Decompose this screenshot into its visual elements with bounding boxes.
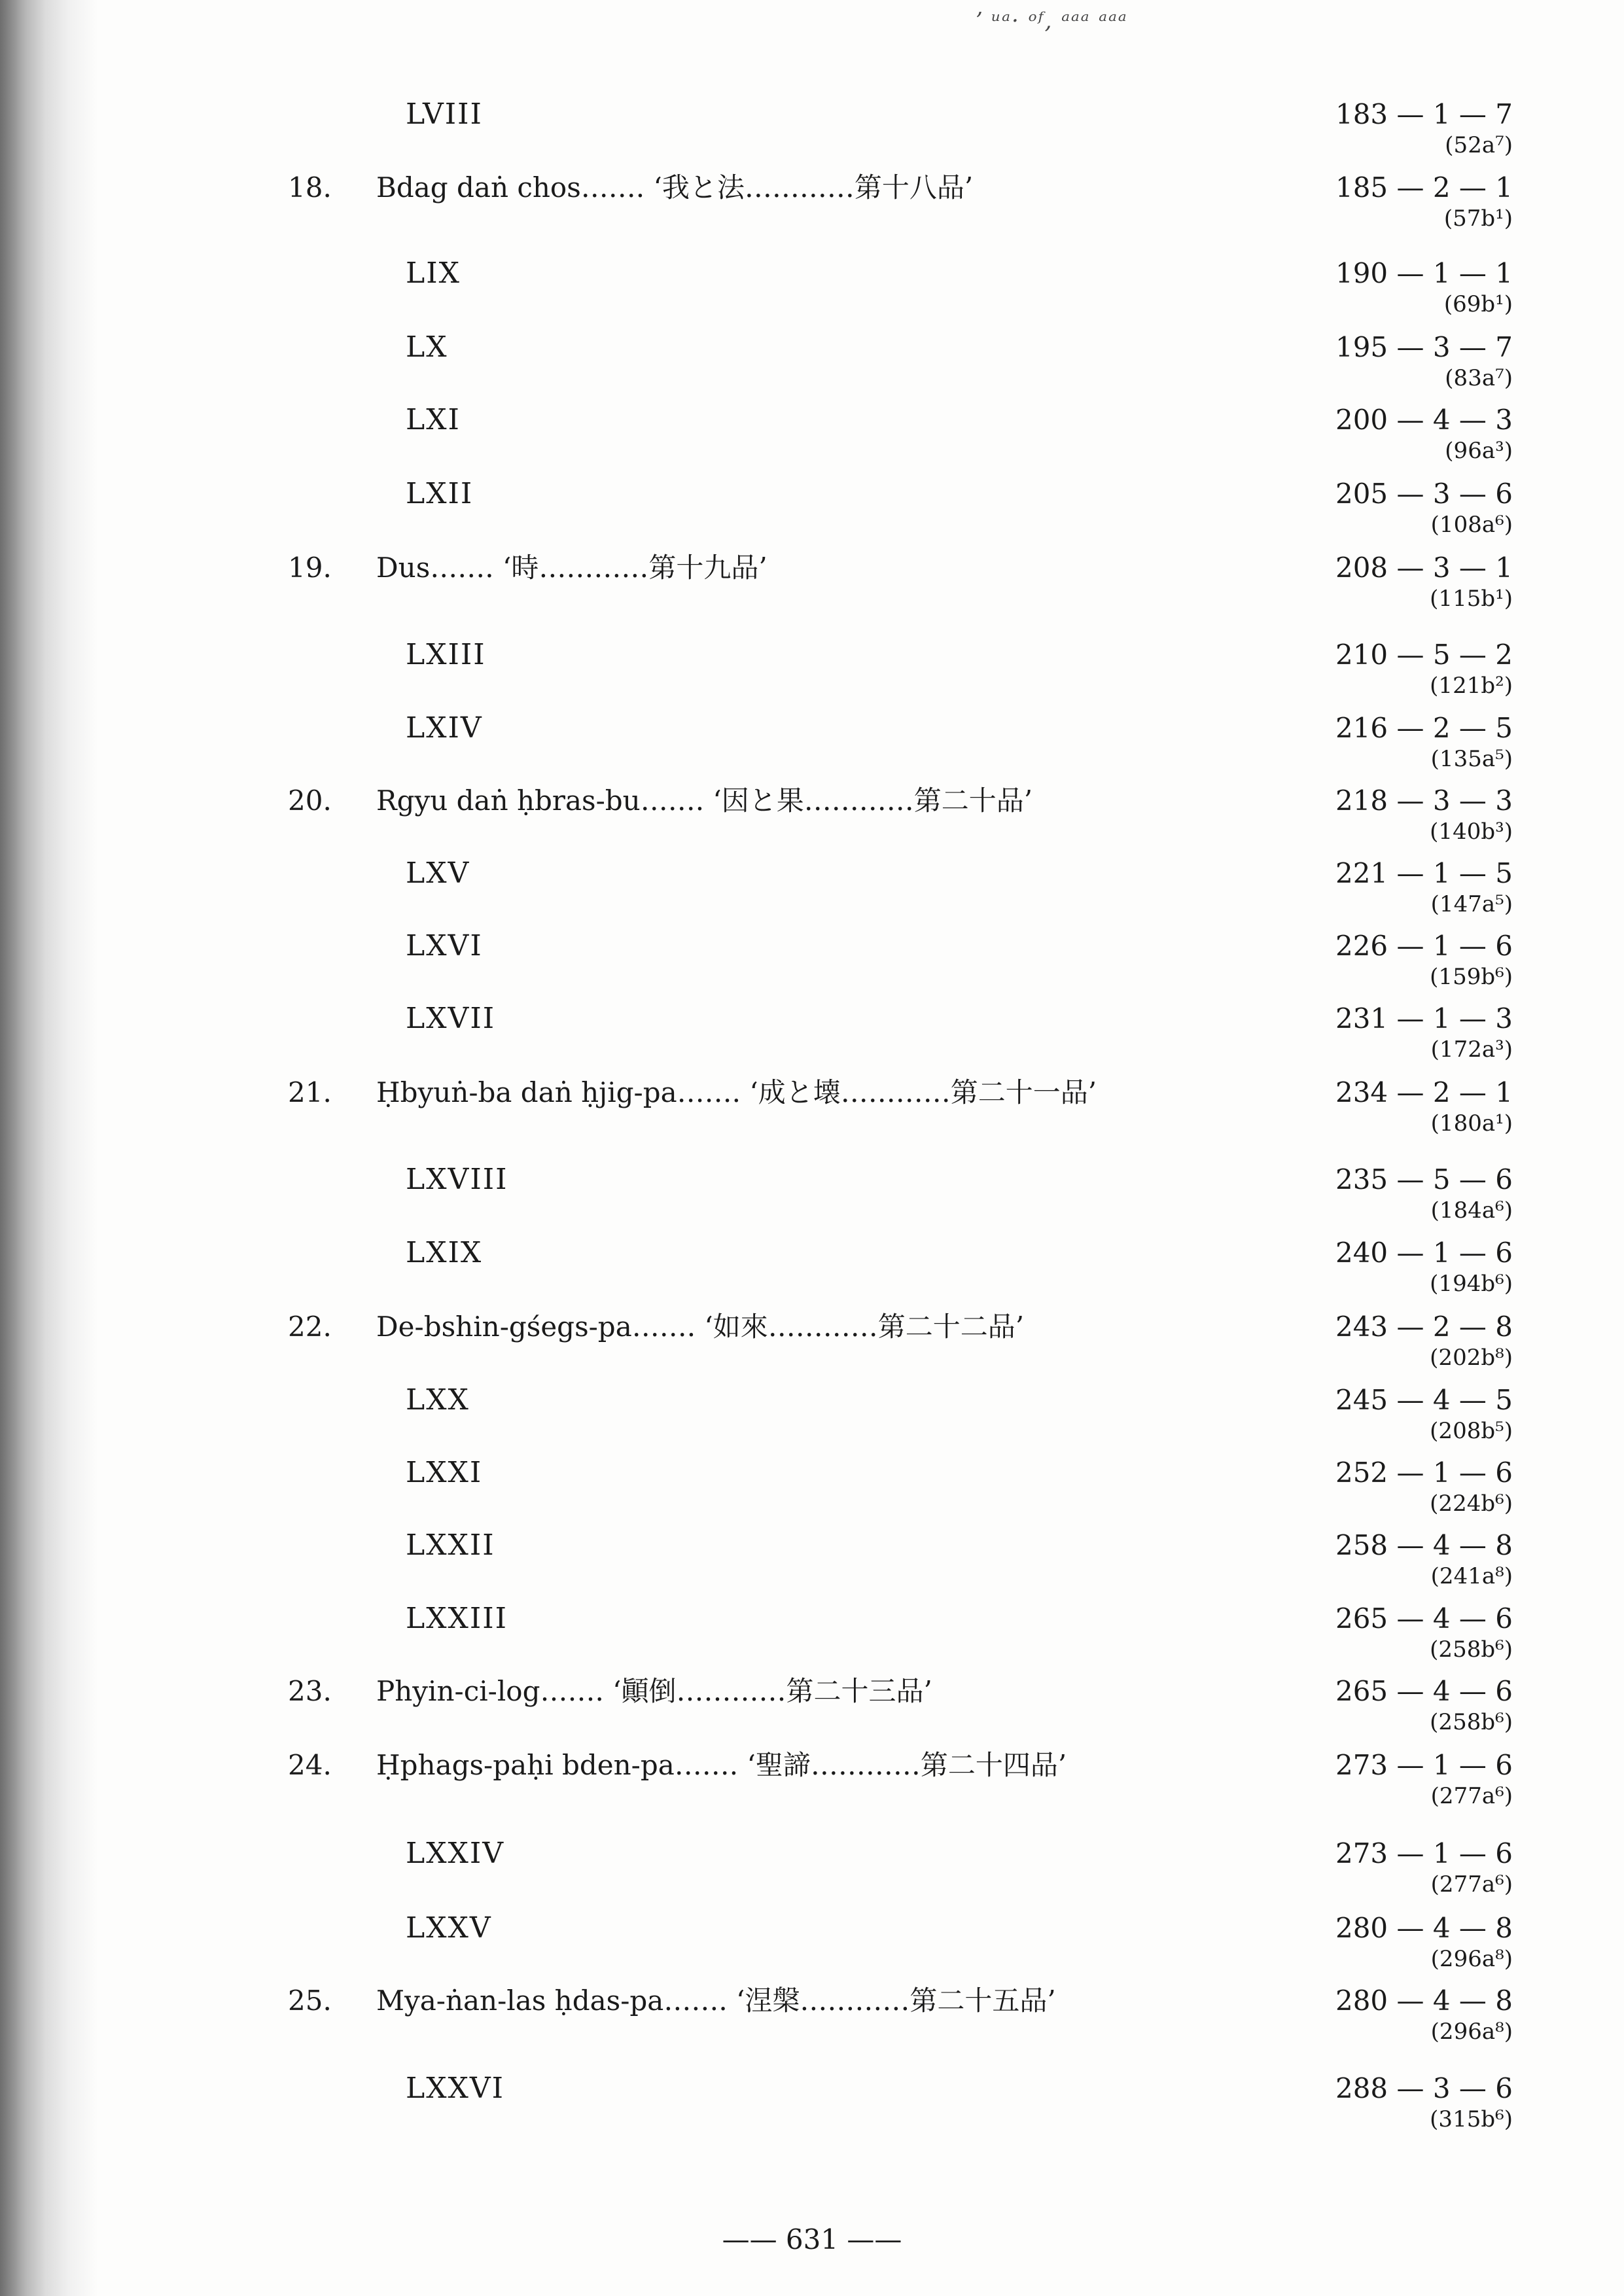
folio-reference: (184a⁶) (1430, 1197, 1513, 1224)
section-label: LXX (406, 1383, 470, 1417)
chapter-title: Phyin-ci-log……. ‘顚倒…………第二十三品’ (376, 1675, 932, 1707)
section-label: LX (406, 330, 448, 364)
folio-reference: (96a³) (1445, 438, 1513, 464)
folio-reference: (208b⁵) (1430, 1418, 1513, 1444)
section-label: LXXII (406, 1528, 495, 1562)
chapter-number: 19. (288, 552, 332, 584)
folio-reference: (194b⁶) (1430, 1271, 1513, 1297)
folio-reference: (277a⁶) (1430, 1783, 1513, 1809)
chapter-row (0, 785, 1624, 857)
section-row (0, 1912, 1624, 1984)
section-row (0, 930, 1624, 1002)
chapter-title: Rgyu daṅ ḥbras-bu……. ‘因と果…………第二十品’ (376, 785, 1033, 817)
folio-reference: (258b⁶) (1430, 1709, 1513, 1735)
folio-reference: (296a⁸) (1430, 2019, 1513, 2045)
location-reference: 216 — 2 — 5 (1335, 712, 1513, 744)
location-reference: 210 — 5 — 2 (1335, 639, 1513, 671)
section-label: LXVI (406, 929, 483, 963)
folio-reference: (202b⁸) (1430, 1345, 1513, 1371)
section-label: LXXIII (406, 1602, 508, 1635)
location-reference: 205 — 3 — 6 (1335, 478, 1513, 510)
chapter-number: 20. (288, 785, 332, 817)
section-label: LIX (406, 256, 461, 290)
location-reference: 231 — 1 — 3 (1335, 1002, 1513, 1034)
chapter-title: Bdag daṅ chos……. ‘我と法…………第十八品’ (376, 171, 974, 203)
section-label: LXIX (406, 1236, 483, 1269)
section-label: LXIII (406, 638, 486, 671)
location-reference: 218 — 3 — 3 (1335, 785, 1513, 817)
folio-reference: (147a⁵) (1430, 891, 1513, 917)
location-reference: 190 — 1 — 1 (1335, 257, 1513, 289)
folio-reference: (69b¹) (1443, 291, 1513, 317)
section-label: LXIV (406, 711, 483, 745)
folio-reference: (108a⁶) (1430, 512, 1513, 538)
location-reference: 273 — 1 — 6 (1335, 1837, 1513, 1869)
section-label: LXXV (406, 1911, 492, 1945)
chapter-row (0, 171, 1624, 243)
chapter-number: 25. (288, 1985, 332, 2017)
location-reference: 185 — 2 — 1 (1335, 171, 1513, 203)
section-row (0, 1837, 1624, 1909)
section-row (0, 1002, 1624, 1074)
folio-reference: (159b⁶) (1430, 964, 1513, 990)
chapter-number: 23. (288, 1675, 332, 1707)
section-row (0, 1457, 1624, 1528)
section-row (0, 1602, 1624, 1674)
section-row (0, 98, 1624, 170)
folio-reference: (115b¹) (1430, 586, 1513, 612)
location-reference: 195 — 3 — 7 (1335, 331, 1513, 363)
chapter-row (0, 1076, 1624, 1148)
chapter-title: Mya-ṅan-las ḥdas-pa……. ‘涅槃…………第二十五品’ (376, 1985, 1056, 2017)
chapter-title: De-bshin-gśegs-pa……. ‘如來…………第二十二品’ (376, 1311, 1025, 1343)
chapter-number: 22. (288, 1311, 332, 1343)
chapter-row (0, 1985, 1624, 2057)
section-row (0, 1237, 1624, 1309)
section-label: LXI (406, 403, 461, 436)
folio-reference: (180a¹) (1430, 1110, 1513, 1137)
section-label: LXXI (406, 1456, 483, 1489)
location-reference: 280 — 4 — 8 (1335, 1985, 1513, 2017)
section-label: LXVIII (406, 1163, 508, 1196)
chapter-number: 18. (288, 171, 332, 203)
section-row (0, 857, 1624, 929)
section-row (0, 1163, 1624, 1235)
location-reference: 243 — 2 — 8 (1335, 1311, 1513, 1343)
location-reference: 234 — 2 — 1 (1335, 1076, 1513, 1108)
chapter-title: Ḥbyuṅ-ba daṅ ḥjig-pa……. ‘成と壊…………第二十一品’ (376, 1076, 1097, 1108)
location-reference: 265 — 4 — 6 (1335, 1675, 1513, 1707)
chapter-row (0, 1675, 1624, 1747)
section-label: LXII (406, 477, 474, 510)
section-row (0, 331, 1624, 403)
section-label: LXVII (406, 1002, 496, 1035)
folio-reference: (57b¹) (1443, 205, 1513, 232)
folio-reference: (172a³) (1430, 1036, 1513, 1063)
section-label: LVIII (406, 97, 483, 131)
section-row (0, 404, 1624, 476)
section-row (0, 478, 1624, 550)
folio-reference: (241a⁸) (1430, 1563, 1513, 1589)
folio-reference: (121b²) (1430, 673, 1513, 699)
chapter-row (0, 1311, 1624, 1383)
chapter-title: Dus……. ‘時…………第十九品’ (376, 552, 768, 584)
chapter-number: 21. (288, 1076, 332, 1108)
folio-reference: (135a⁵) (1430, 746, 1513, 772)
folio-reference: (315b⁶) (1430, 2106, 1513, 2132)
folio-reference: (83a⁷) (1445, 365, 1513, 391)
location-reference: 280 — 4 — 8 (1335, 1912, 1513, 1944)
location-reference: 273 — 1 — 6 (1335, 1749, 1513, 1781)
chapter-row (0, 1749, 1624, 1821)
location-reference: 245 — 4 — 5 (1335, 1384, 1513, 1416)
folio-reference: (258b⁶) (1430, 1636, 1513, 1663)
section-row (0, 639, 1624, 711)
location-reference: 288 — 3 — 6 (1335, 2072, 1513, 2104)
section-row (0, 1384, 1624, 1456)
section-label: LXV (406, 857, 470, 890)
folio-reference: (296a⁸) (1430, 1946, 1513, 1972)
section-row (0, 2072, 1624, 2144)
folio-reference: (277a⁶) (1430, 1871, 1513, 1898)
location-reference: 226 — 1 — 6 (1335, 930, 1513, 962)
running-header-fragment: ʼ ᵘᵃ· ᵒᶠ, ᵃᵃᵃ ᵃᵃᵃ (975, 8, 1128, 34)
folio-reference: (52a⁷) (1445, 132, 1513, 158)
location-reference: 208 — 3 — 1 (1335, 552, 1513, 584)
section-label: LXXVI (406, 2072, 505, 2105)
page-number: —— 631 —— (722, 2223, 902, 2255)
location-reference: 221 — 1 — 5 (1335, 857, 1513, 889)
location-reference: 200 — 4 — 3 (1335, 404, 1513, 436)
section-row (0, 1529, 1624, 1601)
chapter-number: 24. (288, 1749, 332, 1781)
location-reference: 183 — 1 — 7 (1335, 98, 1513, 130)
section-row (0, 257, 1624, 329)
folio-reference: (140b³) (1430, 819, 1513, 845)
location-reference: 240 — 1 — 6 (1335, 1237, 1513, 1269)
location-reference: 252 — 1 — 6 (1335, 1457, 1513, 1489)
folio-reference: (224b⁶) (1430, 1491, 1513, 1517)
location-reference: 265 — 4 — 6 (1335, 1602, 1513, 1634)
chapter-row (0, 552, 1624, 624)
location-reference: 258 — 4 — 8 (1335, 1529, 1513, 1561)
section-row (0, 712, 1624, 784)
chapter-title: Ḥphags-paḥi bden-pa……. ‘聖諦…………第二十四品’ (376, 1749, 1067, 1781)
location-reference: 235 — 5 — 6 (1335, 1163, 1513, 1195)
section-label: LXXIV (406, 1837, 505, 1870)
